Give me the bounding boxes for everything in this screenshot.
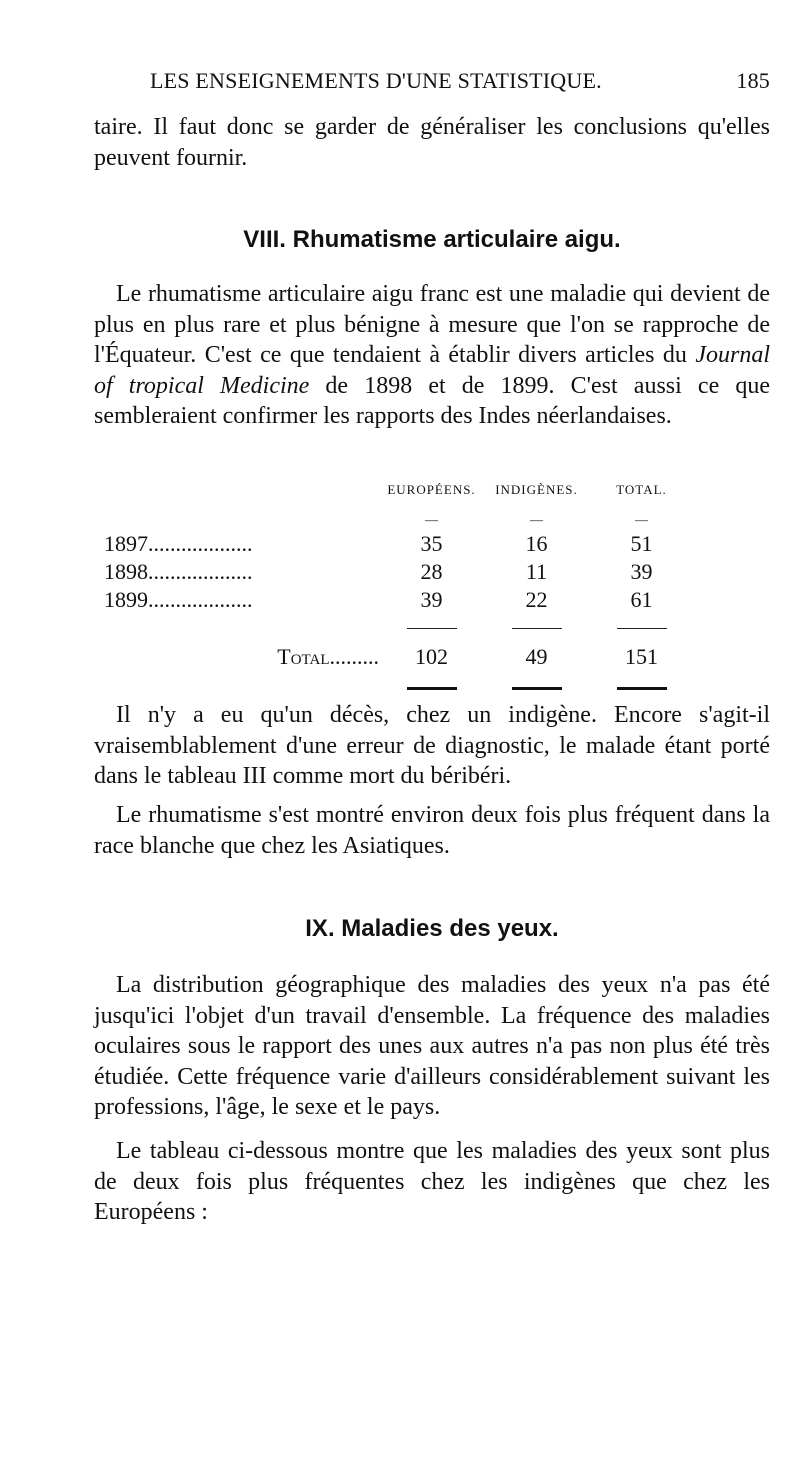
paragraph-tableau: Le tableau ci-dessous montre que les maladies des yeux sont plus de deux fois plus fréquentes chez les indigènes que chez les Européens : [94,1138,770,1225]
section-ix-heading: IX. Maladies des yeux. [305,915,559,942]
closing-rule [512,687,562,690]
paragraph-distribution: La distribution géographique des maladies des yeux n'a pas été jusqu'ici l'objet d'un travail d'ensemble. La fréquence des maladies oculaires sous le rapport des unes aux autres n'a pas non plus été très étudiée. Cette fréquence varie d'ailleurs considérablement suivant les professions, l'âge, le sexe et le pays. [94,972,770,1120]
dash-row [104,504,694,530]
section-ix-paragraph-1 [94,970,770,1123]
sum-rule-row [104,614,694,640]
cell-indigenes: 11 [525,559,548,584]
sum-rule [407,628,457,629]
paragraph-text-after: de 1898 et de 1899. C'est aussi ce que sembleraient confirmer les rapports des Indes néerlandaises. [94,372,770,429]
total-indigenes: 49 [525,644,548,669]
table-row [104,586,694,614]
paragraph-deces: Il n'y a eu qu'un décès, chez un indigène. Encore s'agit-il vraisemblablement d'une erreur de diagnostic, le malade étant porté dans le tableau III comme mort du béribéri. [94,702,770,789]
cell-europeens: 39 [420,587,443,612]
page-number: 185 [736,68,770,93]
section-viii-heading: VIII. Rhumatisme articulaire aigu. [243,226,621,253]
cell-indigenes: 16 [525,531,548,556]
section-viii-paragraph-1 [94,279,770,432]
table-row [104,530,694,558]
table-header-row [104,482,694,504]
intro-paragraph-block [94,112,770,173]
column-header-europeens: EUROPÉENS. [387,482,476,497]
cell-total: 61 [630,587,653,612]
total-label: Total......... [277,644,379,669]
row-label: 1898................... [104,559,253,584]
closing-rule-row [104,674,694,700]
closing-rule [407,687,457,690]
dash-indigenes: — [530,512,543,527]
table-row [104,558,694,586]
column-header-indigenes: INDIGÈNES. [495,482,578,497]
running-head-title: LES ENSEIGNEMENTS D'UNE STATISTIQUE. [150,68,602,93]
total-row [104,640,694,674]
sum-rule [512,628,562,629]
cell-indigenes: 22 [525,587,548,612]
section-viii-paragraph-2 [94,700,770,792]
rheumatism-table [104,482,694,700]
total-europeens: 102 [415,644,448,669]
dash-europeens: — [425,512,438,527]
intro-paragraph: taire. Il faut donc se garder de généraliser les conclusions qu'elles peuvent fournir. [94,114,770,171]
section-ix-paragraph-2 [94,1136,770,1228]
cell-total: 51 [630,531,653,556]
cell-europeens: 35 [420,531,443,556]
journal-title: Journal of tropical Medicine [94,342,770,399]
row-label: 1897................... [104,531,253,556]
column-header-total: TOTAL. [616,482,667,497]
sum-rule [617,628,667,629]
total-total: 151 [625,644,658,669]
paragraph-frequence: Le rhumatisme s'est montré environ deux fois plus fréquent dans la race blanche que chez les Asiatiques. [94,802,770,859]
cell-total: 39 [630,559,653,584]
dash-total: — [635,512,648,527]
paragraph-text-before: Le rhumatisme articulaire aigu franc est une maladie qui devient de plus en plus rare et plus bénigne à mesure que l'on se rapproche de l'Équateur. C'est ce que tendaient à établir divers articles du [94,281,770,368]
cell-europeens: 28 [420,559,443,584]
closing-rule [617,687,667,690]
row-label: 1899................... [104,587,253,612]
section-viii-paragraph-3 [94,800,770,861]
